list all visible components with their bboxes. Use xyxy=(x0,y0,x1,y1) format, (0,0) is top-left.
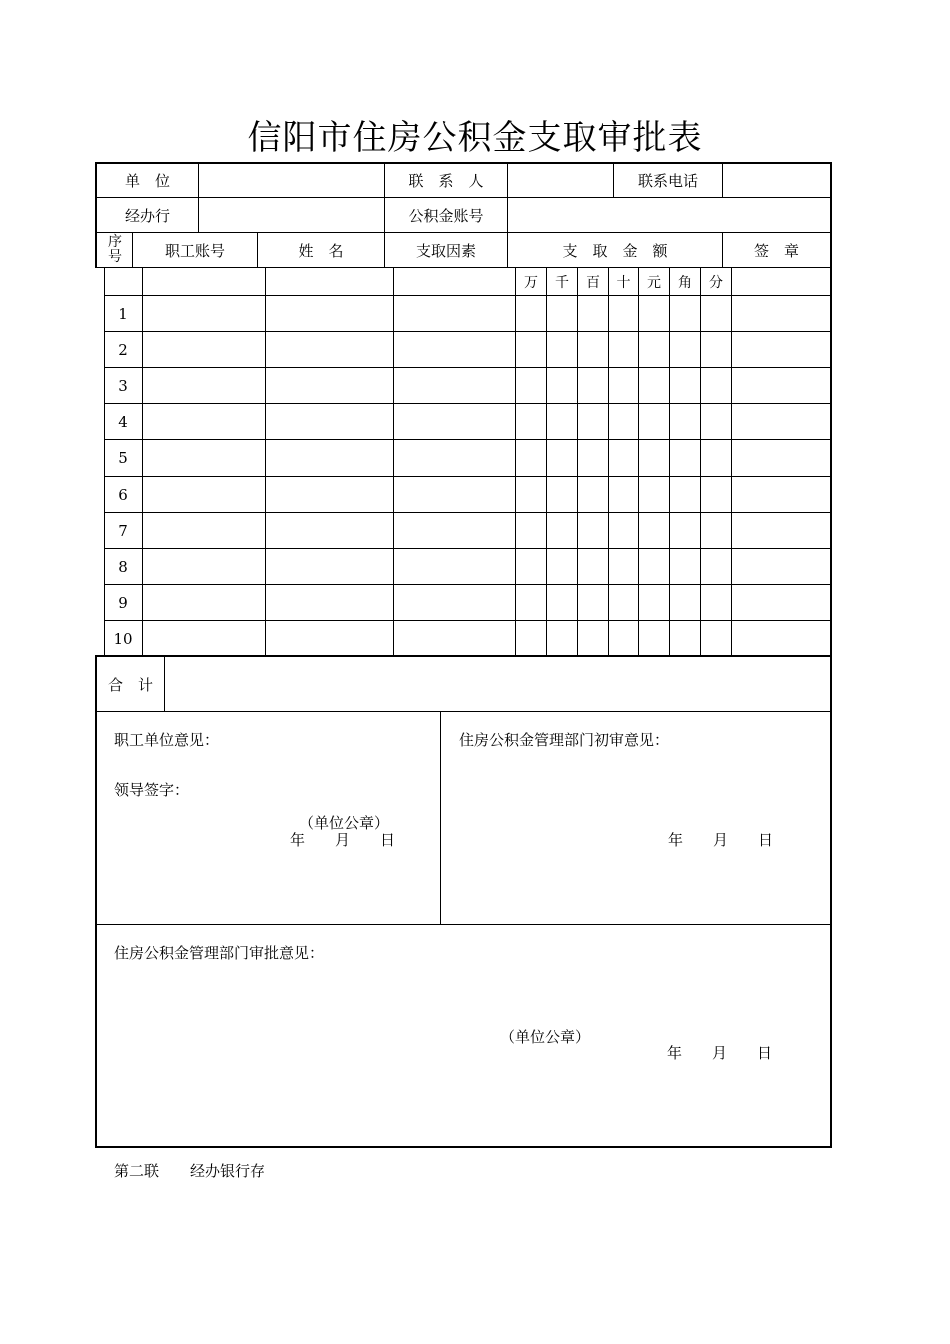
grid-cell[interactable] xyxy=(639,477,669,512)
unit-field[interactable] xyxy=(199,163,384,197)
grid-cell[interactable] xyxy=(609,549,638,584)
grid-cell[interactable] xyxy=(670,440,700,475)
contact-field[interactable] xyxy=(508,163,613,197)
digit-header: 百 xyxy=(586,274,600,291)
grid-cell[interactable] xyxy=(701,404,731,439)
grid-cell[interactable] xyxy=(639,513,669,548)
grid-cell[interactable] xyxy=(732,549,831,584)
row-number: 3 xyxy=(118,376,128,395)
grid-cell[interactable] xyxy=(732,404,831,439)
grid-cell[interactable] xyxy=(639,440,669,475)
frame-left-bottom xyxy=(95,656,97,1148)
row-number: 4 xyxy=(118,412,128,431)
emp-account-header: 职工账号 xyxy=(164,241,225,260)
grid-cell[interactable] xyxy=(578,440,608,475)
phone-label: 联系电话 xyxy=(637,171,698,190)
digit-header: 千 xyxy=(555,274,569,291)
grid-cell[interactable] xyxy=(578,585,608,620)
total-label: 合 计 xyxy=(107,675,153,694)
unit-opinion-label: 职工单位意见： xyxy=(114,731,220,749)
grid-cell[interactable] xyxy=(670,404,700,439)
digit-header: 万 xyxy=(524,274,538,291)
sign-header: 签 章 xyxy=(753,241,799,260)
line-total-bottom xyxy=(95,711,832,712)
grid-cell[interactable] xyxy=(266,404,393,439)
digit-header: 角 xyxy=(678,274,692,291)
grid-cell[interactable] xyxy=(394,296,515,331)
grid-cell[interactable] xyxy=(701,296,731,331)
grid-cell[interactable] xyxy=(394,585,515,620)
grid-cell[interactable] xyxy=(609,477,638,512)
account-field[interactable] xyxy=(508,198,830,232)
grid-cell[interactable] xyxy=(670,368,700,403)
row-number: 10 xyxy=(113,629,133,648)
grid-cell[interactable] xyxy=(639,404,669,439)
grid-cell[interactable] xyxy=(609,332,638,367)
first-review-label: 住房公积金管理部门初审意见： xyxy=(459,731,670,749)
row-number: 6 xyxy=(118,485,128,504)
grid-cell[interactable] xyxy=(578,368,608,403)
grid-cell[interactable] xyxy=(394,477,515,512)
grid-cell[interactable] xyxy=(609,368,638,403)
grid-cell[interactable] xyxy=(578,549,608,584)
bank-field[interactable] xyxy=(199,198,384,232)
grid-cell[interactable] xyxy=(670,296,700,331)
grid-cell[interactable] xyxy=(670,332,700,367)
date-right: 年 月 日 xyxy=(668,831,774,849)
unit-label: 单 位 xyxy=(124,171,170,190)
row-number: 1 xyxy=(118,304,128,323)
grid-cell[interactable] xyxy=(578,404,608,439)
grid-cell[interactable] xyxy=(143,368,265,403)
grid-cell[interactable] xyxy=(670,549,700,584)
grid-cell[interactable] xyxy=(732,477,831,512)
row-number: 7 xyxy=(118,521,128,540)
grid-cell[interactable] xyxy=(516,621,546,656)
grid-cell[interactable] xyxy=(547,477,577,512)
grid-cell[interactable] xyxy=(516,477,546,512)
approval-date: 年 月 日 xyxy=(667,1044,773,1062)
grid-cell[interactable] xyxy=(639,296,669,331)
grid-cell[interactable] xyxy=(609,621,638,656)
grid-cell[interactable] xyxy=(609,404,638,439)
grid-cell[interactable] xyxy=(266,513,393,548)
copy-note: 经办银行存 xyxy=(190,1162,266,1180)
grid-cell[interactable] xyxy=(547,296,577,331)
grid-cell[interactable] xyxy=(143,513,265,548)
grid-cell[interactable] xyxy=(670,585,700,620)
grid-cell[interactable] xyxy=(394,621,515,656)
grid-cell[interactable] xyxy=(394,404,515,439)
grid-cell[interactable] xyxy=(701,477,731,512)
row-number: 9 xyxy=(118,593,128,612)
grid-cell[interactable] xyxy=(547,404,577,439)
row-number: 5 xyxy=(118,448,128,467)
contact-label: 联 系 人 xyxy=(408,171,484,190)
grid-cell[interactable] xyxy=(639,549,669,584)
grid-cell[interactable] xyxy=(143,296,265,331)
grid-cell[interactable] xyxy=(266,368,393,403)
grid-cell[interactable] xyxy=(732,332,831,367)
frame-bottom xyxy=(95,1146,832,1148)
form-title: 信阳市住房公积金支取审批表 xyxy=(247,118,703,158)
grid-cell[interactable] xyxy=(143,332,265,367)
grid-cell[interactable] xyxy=(639,368,669,403)
grid-cell[interactable] xyxy=(394,549,515,584)
grid-cell[interactable] xyxy=(143,440,265,475)
grid-cell[interactable] xyxy=(732,513,831,548)
grid-cell[interactable] xyxy=(578,477,608,512)
grid-cell[interactable] xyxy=(394,332,515,367)
grid-cell[interactable] xyxy=(394,440,515,475)
grid-cell[interactable] xyxy=(547,440,577,475)
grid-cell[interactable] xyxy=(516,368,546,403)
grid-cell[interactable] xyxy=(547,332,577,367)
grid-cell[interactable] xyxy=(609,513,638,548)
grid-cell[interactable] xyxy=(266,549,393,584)
total-field[interactable] xyxy=(165,657,830,711)
grid-cell[interactable] xyxy=(516,332,546,367)
grid-cell[interactable] xyxy=(547,585,577,620)
grid-cell[interactable] xyxy=(578,296,608,331)
grid-cell[interactable] xyxy=(609,585,638,620)
grid-cell[interactable] xyxy=(670,477,700,512)
grid-cell[interactable] xyxy=(578,332,608,367)
grid-cell[interactable] xyxy=(143,621,265,656)
grid-cell[interactable] xyxy=(143,549,265,584)
digit-header: 分 xyxy=(709,274,723,291)
digit-header: 十 xyxy=(616,274,631,291)
grid-cell[interactable] xyxy=(266,296,393,331)
grid-cell[interactable] xyxy=(516,585,546,620)
amount-header: 支 取 金 额 xyxy=(562,241,668,260)
grid-cell[interactable] xyxy=(732,440,831,475)
grid-cell[interactable] xyxy=(266,621,393,656)
grid-cell[interactable] xyxy=(701,332,731,367)
grid-cell[interactable] xyxy=(732,585,831,620)
account-label: 公积金账号 xyxy=(408,206,484,225)
grid-cell[interactable] xyxy=(516,404,546,439)
grid-cell[interactable] xyxy=(547,513,577,548)
grid-cell[interactable] xyxy=(732,296,831,331)
grid-cell[interactable] xyxy=(609,296,638,331)
grid-cell[interactable] xyxy=(639,585,669,620)
grid-cell[interactable] xyxy=(516,513,546,548)
grid-cell[interactable] xyxy=(670,621,700,656)
name-header: 姓 名 xyxy=(298,241,344,260)
reason-header: 支取因素 xyxy=(415,241,476,260)
grid-cell[interactable] xyxy=(547,621,577,656)
grid-cell[interactable] xyxy=(547,549,577,584)
bank-label: 经办行 xyxy=(124,206,170,225)
grid-cell[interactable] xyxy=(732,621,831,656)
seq-header: 序号 xyxy=(108,234,122,265)
grid-cell[interactable] xyxy=(639,621,669,656)
grid-cell[interactable] xyxy=(143,404,265,439)
grid-cell[interactable] xyxy=(670,513,700,548)
grid-cell[interactable] xyxy=(266,440,393,475)
grid-cell[interactable] xyxy=(516,549,546,584)
grid-cell[interactable] xyxy=(701,549,731,584)
grid-cell[interactable] xyxy=(394,513,515,548)
phone-field[interactable] xyxy=(723,163,830,197)
grid-cell[interactable] xyxy=(266,332,393,367)
grid-cell[interactable] xyxy=(701,621,731,656)
grid-cell[interactable] xyxy=(639,332,669,367)
grid-cell[interactable] xyxy=(701,585,731,620)
row-number: 8 xyxy=(118,557,128,576)
grid-cell[interactable] xyxy=(143,585,265,620)
grid-cell[interactable] xyxy=(578,621,608,656)
grid-cell[interactable] xyxy=(701,368,731,403)
unit-seal-label: （单位公章） xyxy=(299,814,390,832)
grid-cell[interactable] xyxy=(547,368,577,403)
grid-cell[interactable] xyxy=(578,513,608,548)
grid-cell[interactable] xyxy=(701,440,731,475)
grid-cell[interactable] xyxy=(394,368,515,403)
date-left: 年 月 日 xyxy=(290,831,396,849)
grid-cell[interactable] xyxy=(516,296,546,331)
row-number: 2 xyxy=(118,340,128,359)
grid-cell[interactable] xyxy=(609,440,638,475)
grid-cell[interactable] xyxy=(701,513,731,548)
copy-number: 第二联 xyxy=(114,1162,160,1180)
leader-sign-label: 领导签字： xyxy=(114,781,190,799)
line-opinions-bottom xyxy=(95,924,832,925)
approval-label: 住房公积金管理部门审批意见： xyxy=(114,944,325,962)
grid-cell[interactable] xyxy=(266,585,393,620)
grid-cell[interactable] xyxy=(516,440,546,475)
grid-cell[interactable] xyxy=(266,477,393,512)
approval-seal-label: （单位公章） xyxy=(500,1028,591,1046)
line-v-opinions xyxy=(440,711,441,924)
digit-header: 元 xyxy=(647,274,661,291)
grid-cell[interactable] xyxy=(732,368,831,403)
grid-cell[interactable] xyxy=(143,477,265,512)
